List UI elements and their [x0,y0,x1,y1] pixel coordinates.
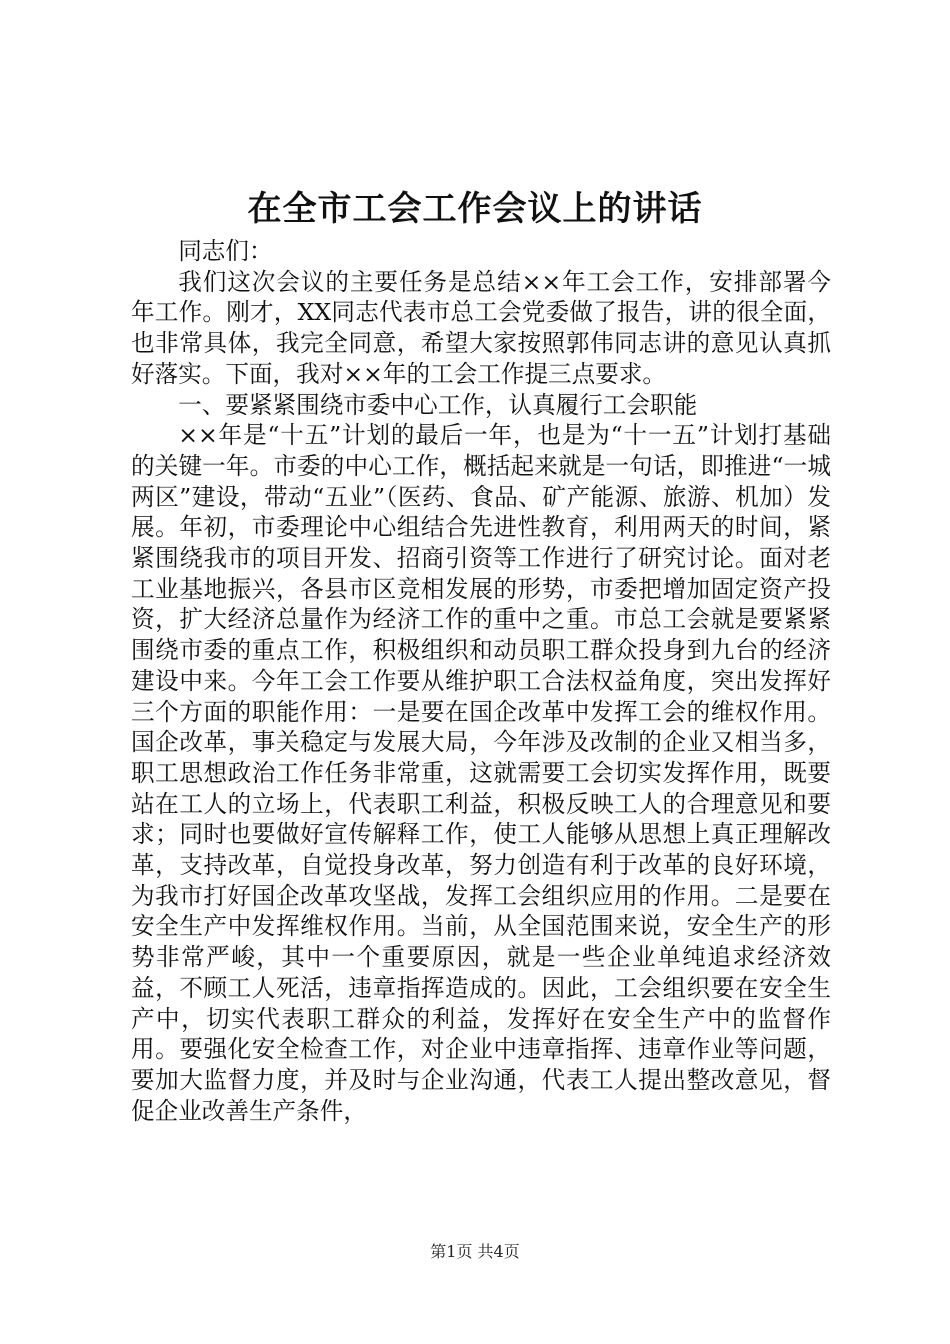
document-title: 在全市工会工作会议上的讲话 [247,189,703,229]
section-heading-1: 一、要紧紧围绕市委中心工作，认真履行工会职能 [178,390,698,419]
intro-paragraph: 我们这次会议的主要任务是总结××年工会工作，安排部署今年工作。刚才，XX同志代表市总工会党委做了报告，讲的很全面，也非常具体，我完全同意，希望大家按照郭伟同志讲的意见认真抓好落实。下面，我对××年的工会工作提三点要求。 [131,267,831,388]
page-footer: 第1页 共4页 [430,1242,520,1261]
document-body [131,236,831,1126]
section-1-paragraph: ××年是“十五”计划的最后一年，也是为“十一五”计划打基础的关键一年。市委的中心工作，概括起来就是一句话，即推进“一城两区”建设，带动“五业”（医药、食品、矿产能源、旅游、机加）发展。年初，市委理论中心组结合先进性教育，利用两天的时间，紧紧围绕我市的项目开发、招商引资等工作进行了研究讨论。面对老工业基地振兴，各县市区竞相发展的形势，市委把增加固定资产投资，扩大经济总量作为经济工作的重中之重。市总工会就是要紧紧围绕市委的重点工作，积极组织和动员职工群众投身到九台的经济建设中来。今年工会工作要从维护职工合法权益角度，突出发挥好三个方面的职能作用：一是要在国企改革中发挥工会的维权作用。国企改革，事关稳定与发展大局，今年涉及改制的企业又相当多，职工思想政治工作任务非常重，这就需要工会切实发挥作用，既要站在工人的立场上，代表职工利益，积极反映工人的合理意见和要求；同时也要做好宣传解释工作，使工人能够从思想上真正理解改革，支持改革，自觉投身改革，努力创造有利于改革的良好环境，为我市打好国企改革攻坚战，发挥工会组织应用的作用。二是要在安全生产中发挥维权作用。当前，从全国范围来说，安全生产的形势非常严峻，其中一个重要原因，就是一些企业单纯追求经济效益，不顾工人死活，违章指挥造成的。因此，工会组织要在安全生产中，切实代表职工群众的利益，发挥好在安全生产中的监督作用。要强化安全检查工作，对企业中违章指挥、违章作业等问题，要加大监督力度，并及时与企业沟通，代表工人提出整改意见，督促企业改善生产条件， [131,421,831,1125]
salutation-paragraph: 同志们： [178,237,273,265]
